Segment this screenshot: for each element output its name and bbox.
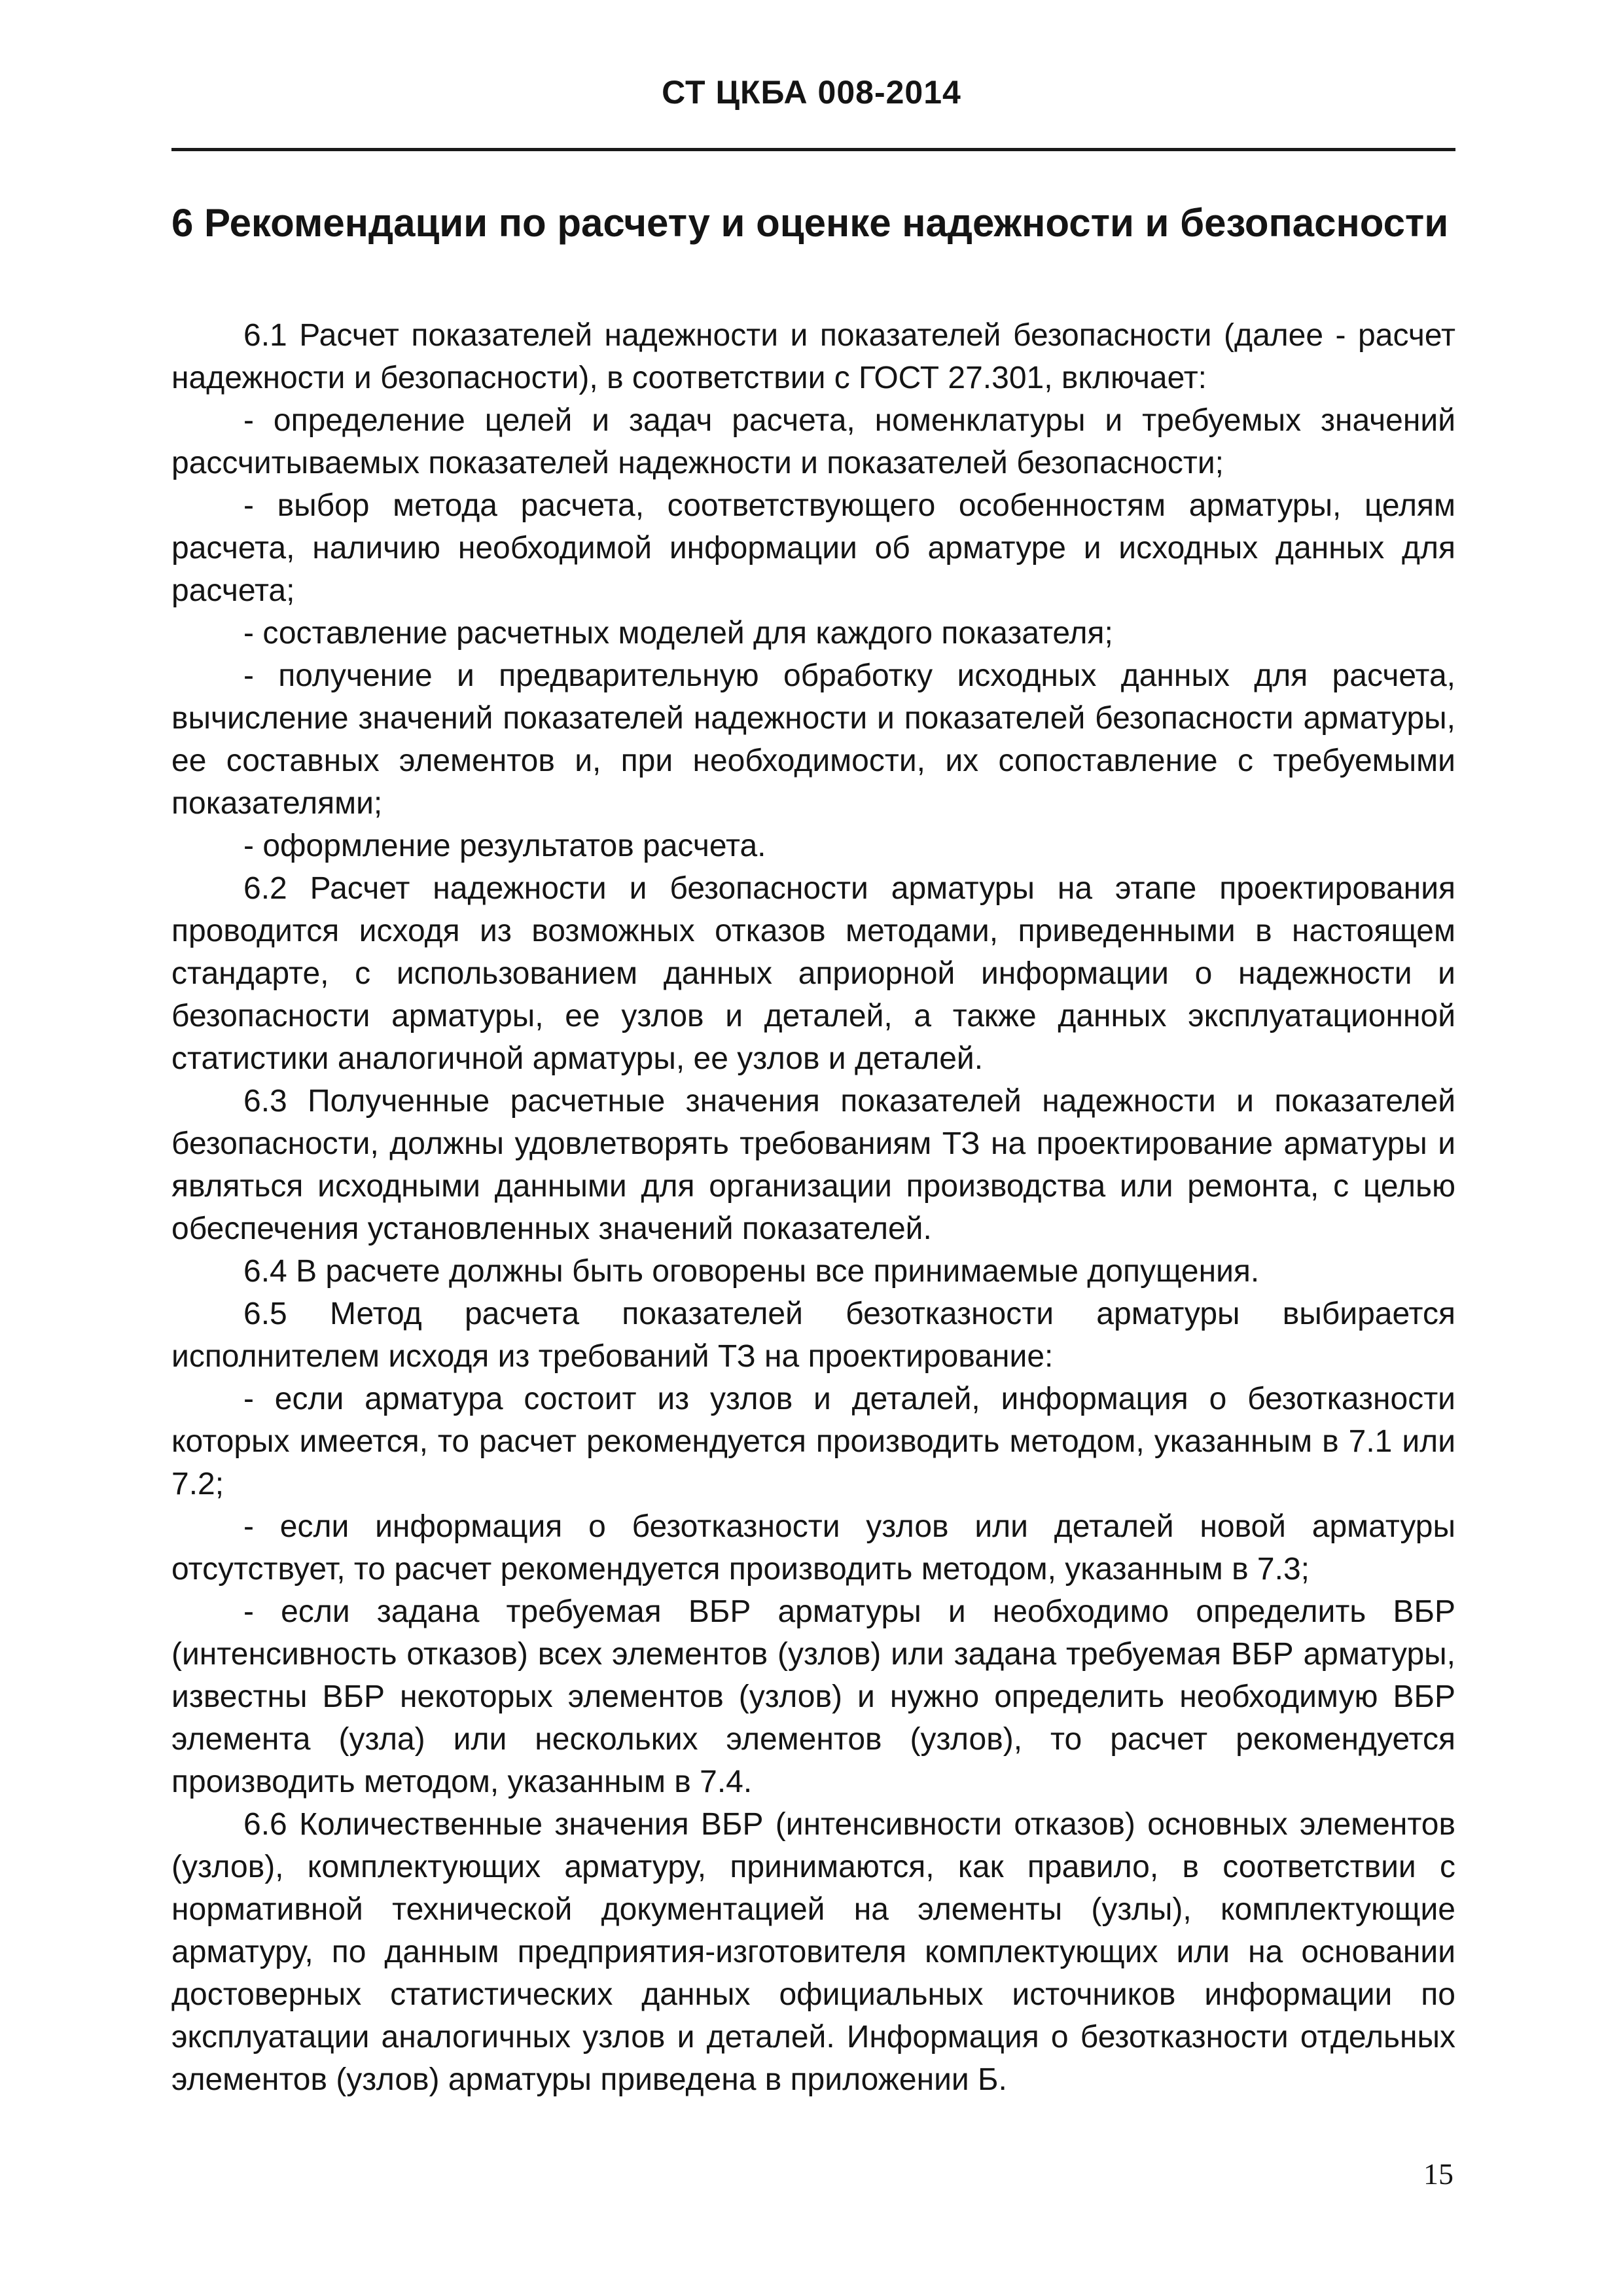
- section-title: 6 Рекомендации по расчету и оценке надежности и безопасности: [171, 201, 1449, 245]
- list-item: - если арматура состоит из узлов и деталей, информация о безотказности которых имеется, то расчет рекомендуется производить методом, указанным в 7.1 или 7.2;: [171, 1382, 1455, 1501]
- list-item: - если информация о безотказности узлов или деталей новой арматуры отсутствует, то расчет рекомендуется производить методом, указанным в 7.3;: [171, 1509, 1455, 1587]
- list-item: - выбор метода расчета, соответствующего особенностям арматуры, целям расчета, наличию необходимой информации об арматуре и исходных данных для расчета;: [171, 488, 1455, 608]
- paragraph-6-2: 6.2 Расчет надежности и безопасности арматуры на этапе проектирования проводится исходя из возможных отказов методами, приведенными в настоящем стандарте, с использованием данных априорной информации о надежности и безопасности арматуры, ее узлов и деталей, а также данных эксплуатационной статистики аналогичной арматуры, ее узлов и деталей.: [171, 871, 1455, 1076]
- paragraph-6-5: 6.5 Метод расчета показателей безотказности арматуры выбирается исполнителем исходя из требований ТЗ на проектирование:: [171, 1297, 1455, 1374]
- paragraph-6-6: 6.6 Количественные значения ВБР (интенсивности отказов) основных элементов (узлов), комплектующих арматуру, принимаются, как правило, в соответствии с нормативной технической документацией на элементы (узлы), комплектующие арматуру, по данным предприятия-изготовителя комплектующих или на основании достоверных статистических данных официальных источников информации по эксплуатации аналогичных узлов и деталей. Информация о безотказности отдельных элементов (узлов) арматуры приведена в приложении Б.: [171, 1807, 1455, 2097]
- list-item: - получение и предварительную обработку исходных данных для расчета, вычисление значений показателей надежности и показателей безопасности арматуры, ее составных элементов и, при необходимости, их сопоставление с требуемыми показателями;: [171, 658, 1455, 821]
- paragraph-6-1: 6.1 Расчет показателей надежности и показателей безопасности (далее - расчет надежности и безопасности), в соответствии с ГОСТ 27.301, включает:: [171, 318, 1455, 395]
- list-item: - определение целей и задач расчета, номенклатуры и требуемых значений рассчитываемых показателей надежности и показателей безопасности;: [171, 403, 1455, 480]
- list-item: - если задана требуемая ВБР арматуры и необходимо определить ВБР (интенсивность отказов) всех элементов (узлов) или задана требуемая ВБР арматуры, известны ВБР некоторых элементов (узлов) и нужно определить необходимую ВБР элемента (узла) или нескольких элементов (узлов), то расчет рекомендуется производить методом, указанным в 7.4.: [171, 1594, 1455, 1799]
- list-item: - оформление результатов расчета.: [243, 829, 766, 863]
- header-divider: [171, 148, 1455, 151]
- paragraph-6-3: 6.3 Полученные расчетные значения показателей надежности и показателей безопасности, должны удовлетворять требованиям ТЗ на проектирование арматуры и являться исходными данными для организации производства или ремонта, с целью обеспечения установленных значений показателей.: [171, 1084, 1455, 1246]
- document-code-header: СТ ЦКБА 008-2014: [662, 74, 961, 111]
- page-number: 15: [1423, 2157, 1454, 2191]
- paragraph-6-4: 6.4 В расчете должны быть оговорены все принимаемые допущения.: [243, 1254, 1260, 1289]
- list-item: - составление расчетных моделей для каждого показателя;: [243, 616, 1113, 651]
- section-body: [171, 314, 1455, 2101]
